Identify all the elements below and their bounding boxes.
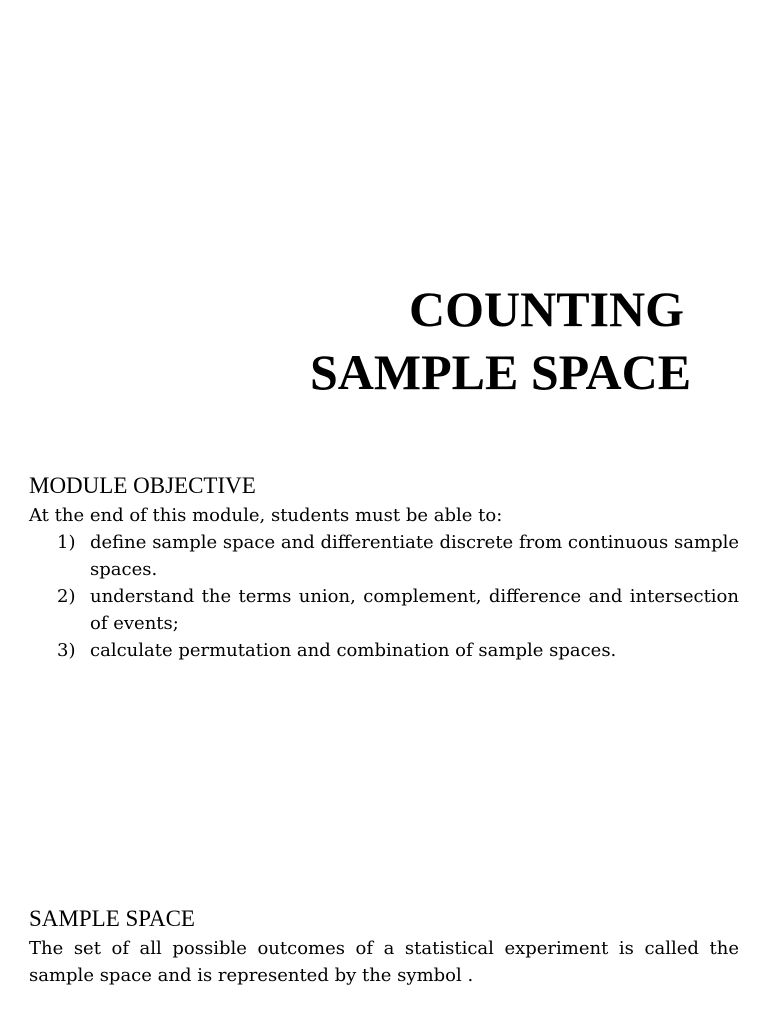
objective-number: 3) bbox=[57, 640, 76, 661]
objective-text: calculate permutation and combination of sample spaces. bbox=[90, 640, 617, 661]
objective-number: 2) bbox=[57, 586, 76, 607]
objective-list bbox=[29, 529, 739, 664]
title-line-1: COUNTING bbox=[409, 281, 685, 337]
objective-item-1 bbox=[29, 529, 739, 583]
sample-space-section bbox=[29, 905, 739, 989]
sample-space-definition: The set of all possible outcomes of a statistical experiment is called the sample space and is represented by the symbol . bbox=[29, 938, 739, 986]
title-line-2: SAMPLE SPACE bbox=[310, 344, 692, 400]
objective-text: understand the terms union, complement, difference and intersection of events; bbox=[90, 586, 739, 634]
objective-intro: At the end of this module, students must be able to: bbox=[29, 505, 503, 526]
objective-text: define sample space and differentiate discrete from continuous sample spaces. bbox=[90, 532, 739, 580]
objective-item-3 bbox=[29, 637, 739, 664]
objective-number: 1) bbox=[57, 532, 76, 553]
objective-item-2 bbox=[29, 583, 739, 637]
sample-space-heading: SAMPLE SPACE bbox=[29, 906, 195, 931]
module-objective-heading: MODULE OBJECTIVE bbox=[29, 473, 256, 498]
module-objective-section bbox=[29, 472, 739, 664]
